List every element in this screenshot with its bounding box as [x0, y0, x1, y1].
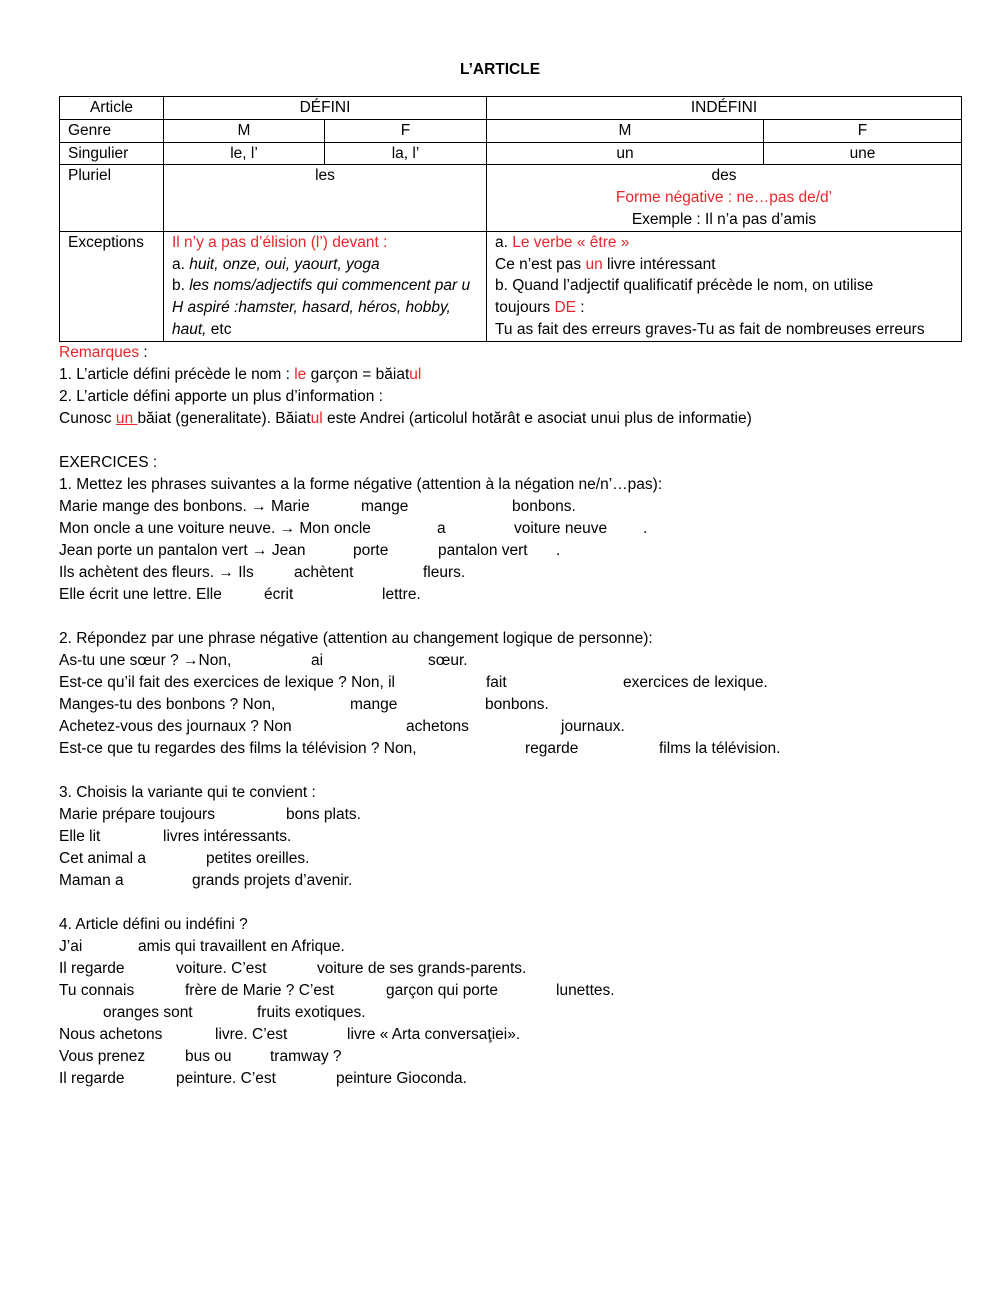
ex2-line-3-part-3: bonbons. — [485, 696, 549, 713]
cell-genre-indef-m: M — [487, 119, 764, 142]
exercices-heading: EXERCICES : — [59, 454, 158, 471]
ex4-line-2-part-1: Il regarde — [59, 960, 125, 977]
exceptions-indef-line2-pre: Ce n’est pas — [495, 255, 586, 273]
exceptions-indef-line2-post: livre intéressant — [602, 255, 716, 273]
exceptions-indef-b3: Tu as fait des erreurs graves-Tu as fait de nombreuses erreurs — [495, 320, 925, 338]
ex2-line-3 — [59, 694, 979, 716]
remarque-1-mid: garçon = băiat — [306, 366, 410, 383]
remarque-3 — [59, 408, 979, 430]
ex1-line-1-part-3: bonbons. — [512, 498, 576, 515]
ex4-line-7 — [59, 1068, 979, 1090]
ex1-line-1-part-2: mange — [361, 498, 409, 515]
exceptions-def-a-text: huit, onze, oui, yaourt, yoga — [189, 255, 380, 273]
remarques-label-suffix: : — [139, 344, 148, 361]
ex3-line-3 — [59, 848, 979, 870]
cell-genre-def-m: M — [164, 119, 325, 142]
ex1-line-3-part-4: . — [556, 542, 561, 559]
ex2-line-1 — [59, 650, 979, 672]
exceptions-indef-b2 — [495, 297, 953, 319]
ex4-line-6-part-2: bus ou — [185, 1048, 232, 1065]
ex2-line-1-part-2: ai — [311, 652, 324, 669]
ex3-line-1 — [59, 804, 979, 826]
exceptions-indef-b: b. Quand l’adjectif qualificatif précède le nom, on utilise — [495, 277, 874, 295]
ex2-line-5-part-1: Est-ce que tu regardes des films la télévision ? Non, — [59, 740, 417, 757]
ex2-line-1-part-1: As-tu une sœur ? →Non, — [59, 652, 232, 669]
article-table — [59, 96, 962, 342]
ex3-line-4-part-2: grands projets d’avenir. — [192, 872, 353, 889]
ex1-line-4 — [59, 562, 979, 584]
exceptions-indef-a-text: Le verbe « être » — [512, 233, 630, 251]
exceptions-def-b-suffix: etc — [206, 320, 232, 338]
ex4-line-2-part-2: voiture. C’est — [176, 960, 267, 977]
remarque-1 — [59, 364, 979, 386]
exceptions-def-a — [172, 254, 478, 276]
cell-singulier-label: Singulier — [60, 142, 164, 165]
ex1-line-3-part-3: pantalon vert — [438, 542, 528, 559]
cell-genre-indef-f: F — [764, 119, 962, 142]
ex3-line-4-part-1: Maman a — [59, 872, 124, 889]
remarque-3-pre: Cunosc — [59, 410, 116, 427]
table-row-exceptions — [60, 231, 962, 341]
ex4-line-3-part-1: Tu connais — [59, 982, 135, 999]
cell-pluriel-label: Pluriel — [60, 165, 164, 231]
table-row-pluriel — [60, 165, 962, 231]
ex2-line-4-part-2: achetons — [406, 718, 469, 735]
ex2-line-3-part-1: Manges-tu des bonbons ? Non, — [59, 696, 276, 713]
cell-singulier-def-f: la, l’ — [325, 142, 487, 165]
ex2-line-2-part-1: Est-ce qu’il fait des exercices de lexique ? Non, il — [59, 674, 395, 691]
exceptions-indef-line2 — [495, 254, 953, 276]
ex1-line-2-part-2: a — [437, 520, 446, 537]
ex4-line-6 — [59, 1046, 979, 1068]
ex1-line-5-part-1: Elle écrit une lettre. Elle — [59, 586, 222, 603]
ex2-line-5 — [59, 738, 979, 760]
remarque-3-red-ul: ul — [310, 410, 323, 427]
pluriel-forme-negative: Forme négative : ne…pas de/d’ — [615, 189, 833, 207]
remarque-2: 2. L’article défini apporte un plus d’information : — [59, 388, 383, 405]
exceptions-indef-b2-post: : — [576, 299, 585, 317]
table-row-singulier — [60, 142, 962, 165]
ex4-line-7-part-1: Il regarde — [59, 1070, 125, 1087]
ex4-line-5-part-3: livre « Arta conversaţiei». — [347, 1026, 521, 1043]
table-row-genre — [60, 119, 962, 142]
ex4-line-6-part-3: tramway ? — [270, 1048, 342, 1065]
pluriel-indef-des: des — [711, 167, 737, 185]
ex2-line-2-part-3: exercices de lexique. — [623, 674, 768, 691]
ex4-line-5-part-2: livre. C’est — [215, 1026, 288, 1043]
ex4-line-1 — [59, 936, 979, 958]
remarque-1-red-ul: ul — [409, 366, 422, 383]
ex3-line-4 — [59, 870, 979, 892]
ex3-line-2 — [59, 826, 979, 848]
ex1-line-1 — [59, 496, 979, 518]
cell-genre-def-f: F — [325, 119, 487, 142]
cell-singulier-def-m: le, l’ — [164, 142, 325, 165]
ex2-line-5-part-2: regarde — [525, 740, 579, 757]
ex2-line-2 — [59, 672, 979, 694]
cell-genre-label: Genre — [60, 119, 164, 142]
ex4-line-7-part-2: peinture. C’est — [176, 1070, 276, 1087]
cell-exceptions-indef — [487, 231, 962, 341]
ex2-line-2-part-2: fait — [486, 674, 507, 691]
cell-singulier-indef-m: un — [487, 142, 764, 165]
ex3-line-2-part-1: Elle lit — [59, 828, 101, 845]
ex4-line-2 — [59, 958, 979, 980]
worksheet-body — [59, 342, 979, 1090]
ex1-title: 1. Mettez les phrases suivantes a la forme négative (attention à la négation ne/n’…pas): — [59, 476, 663, 493]
cell-singulier-indef-f: une — [764, 142, 962, 165]
ex1-line-3 — [59, 540, 979, 562]
ex2-line-4-part-1: Achetez-vous des journaux ? Non — [59, 718, 292, 735]
ex4-line-3-part-3: garçon qui porte — [386, 982, 499, 999]
ex3-line-2-part-2: livres intéressants. — [163, 828, 292, 845]
ex4-line-1-part-2: amis qui travaillent en Afrique. — [138, 938, 345, 955]
exceptions-def-a-prefix: a. — [172, 255, 190, 273]
exceptions-indef-line2-red: un — [585, 255, 603, 273]
ex1-line-2-part-3: voiture neuve — [514, 520, 608, 537]
ex1-line-4-part-2: achètent — [294, 564, 354, 581]
remarques-heading — [59, 342, 979, 364]
cell-pluriel-def: les — [164, 165, 487, 231]
exceptions-def-b-prefix: b. — [172, 277, 190, 295]
ex4-line-3-part-2: frère de Marie ? C’est — [185, 982, 335, 999]
ex1-line-5-part-2: écrit — [264, 586, 294, 603]
ex4-line-2-part-3: voiture de ses grands-parents. — [317, 960, 527, 977]
ex2-line-1-part-3: sœur. — [428, 652, 468, 669]
ex3-line-1-part-1: Marie prépare toujours — [59, 806, 215, 823]
cell-exceptions-label: Exceptions — [60, 231, 164, 341]
ex1-line-2 — [59, 518, 979, 540]
cell-indefini-header: INDÉFINI — [487, 97, 962, 120]
ex1-line-4-part-3: fleurs. — [423, 564, 466, 581]
ex2-title: 2. Répondez par une phrase négative (attention au changement logique de personne): — [59, 630, 653, 647]
exceptions-def-b — [172, 275, 478, 340]
exceptions-indef-a-prefix: a. — [495, 233, 513, 251]
ex4-line-7-part-3: peinture Gioconda. — [336, 1070, 467, 1087]
ex4-line-4-part-2: fruits exotiques. — [257, 1004, 366, 1021]
page-title: L’ARTICLE — [459, 61, 541, 78]
ex1-line-1-part-1: Marie mange des bonbons. → Marie — [59, 498, 310, 515]
cell-defini-header: DÉFINI — [164, 97, 487, 120]
ex2-line-3-part-2: mange — [350, 696, 398, 713]
remarque-3-post: este Andrei (articolul hotărât e asociat unui plus de informatie) — [322, 410, 752, 427]
exceptions-def-title: Il n’y a pas d’élision (l’) devant : — [172, 233, 388, 251]
ex1-line-5-part-3: lettre. — [382, 586, 421, 603]
ex4-line-3-part-4: lunettes. — [556, 982, 615, 999]
ex4-line-5-part-1: Nous achetons — [59, 1026, 163, 1043]
ex1-line-3-part-1: Jean porte un pantalon vert → Jean — [59, 542, 306, 559]
ex4-line-4-part-1: oranges sont — [103, 1004, 193, 1021]
remarque-1-red-le: le — [294, 366, 307, 383]
remarque-1-pre: 1. L’article défini précède le nom : — [59, 366, 295, 383]
ex2-line-4 — [59, 716, 979, 738]
exceptions-indef-b2-red: DE — [554, 299, 576, 317]
exceptions-def-b-text: les noms/adjectifs qui commencent par u H aspiré :hamster, hasard, héros, hobby, haut, — [172, 277, 471, 338]
ex4-title: 4. Article défini ou indéfini ? — [59, 916, 248, 933]
exceptions-indef-a — [495, 232, 953, 254]
remarques-label: Remarques — [59, 344, 140, 361]
pluriel-exemple: Exemple : Il n’a pas d’amis — [631, 210, 817, 228]
ex3-line-1-part-2: bons plats. — [286, 806, 361, 823]
ex4-line-4 — [59, 1002, 979, 1024]
ex2-line-4-part-3: journaux. — [561, 718, 625, 735]
ex2-line-5-part-3: films la télévision. — [659, 740, 781, 757]
ex1-line-4-part-1: Ils achètent des fleurs. → Ils — [59, 564, 254, 581]
ex1-line-2-part-4: . — [643, 520, 648, 537]
ex3-line-3-part-1: Cet animal a — [59, 850, 147, 867]
ex3-title: 3. Choisis la variante qui te convient : — [59, 784, 316, 801]
ex3-line-3-part-2: petites oreilles. — [206, 850, 310, 867]
cell-exceptions-def — [164, 231, 487, 341]
cell-article-header: Article — [60, 97, 164, 120]
ex1-line-2-part-1: Mon oncle a une voiture neuve. → Mon oncle — [59, 520, 371, 537]
remarque-3-mid: băiat (generalitate). Băiat — [137, 410, 311, 427]
ex4-line-1-part-1: J’ai — [59, 938, 83, 955]
remarque-3-red-un: un — [115, 410, 138, 427]
exceptions-indef-b2-pre: toujours — [495, 299, 555, 317]
ex1-line-5 — [59, 584, 979, 606]
ex4-line-6-part-1: Vous prenez — [59, 1048, 146, 1065]
cell-pluriel-indef — [487, 165, 962, 231]
ex1-line-3-part-2: porte — [353, 542, 389, 559]
ex4-line-5 — [59, 1024, 979, 1046]
ex4-line-3 — [59, 980, 979, 1002]
table-row-header — [60, 97, 962, 120]
